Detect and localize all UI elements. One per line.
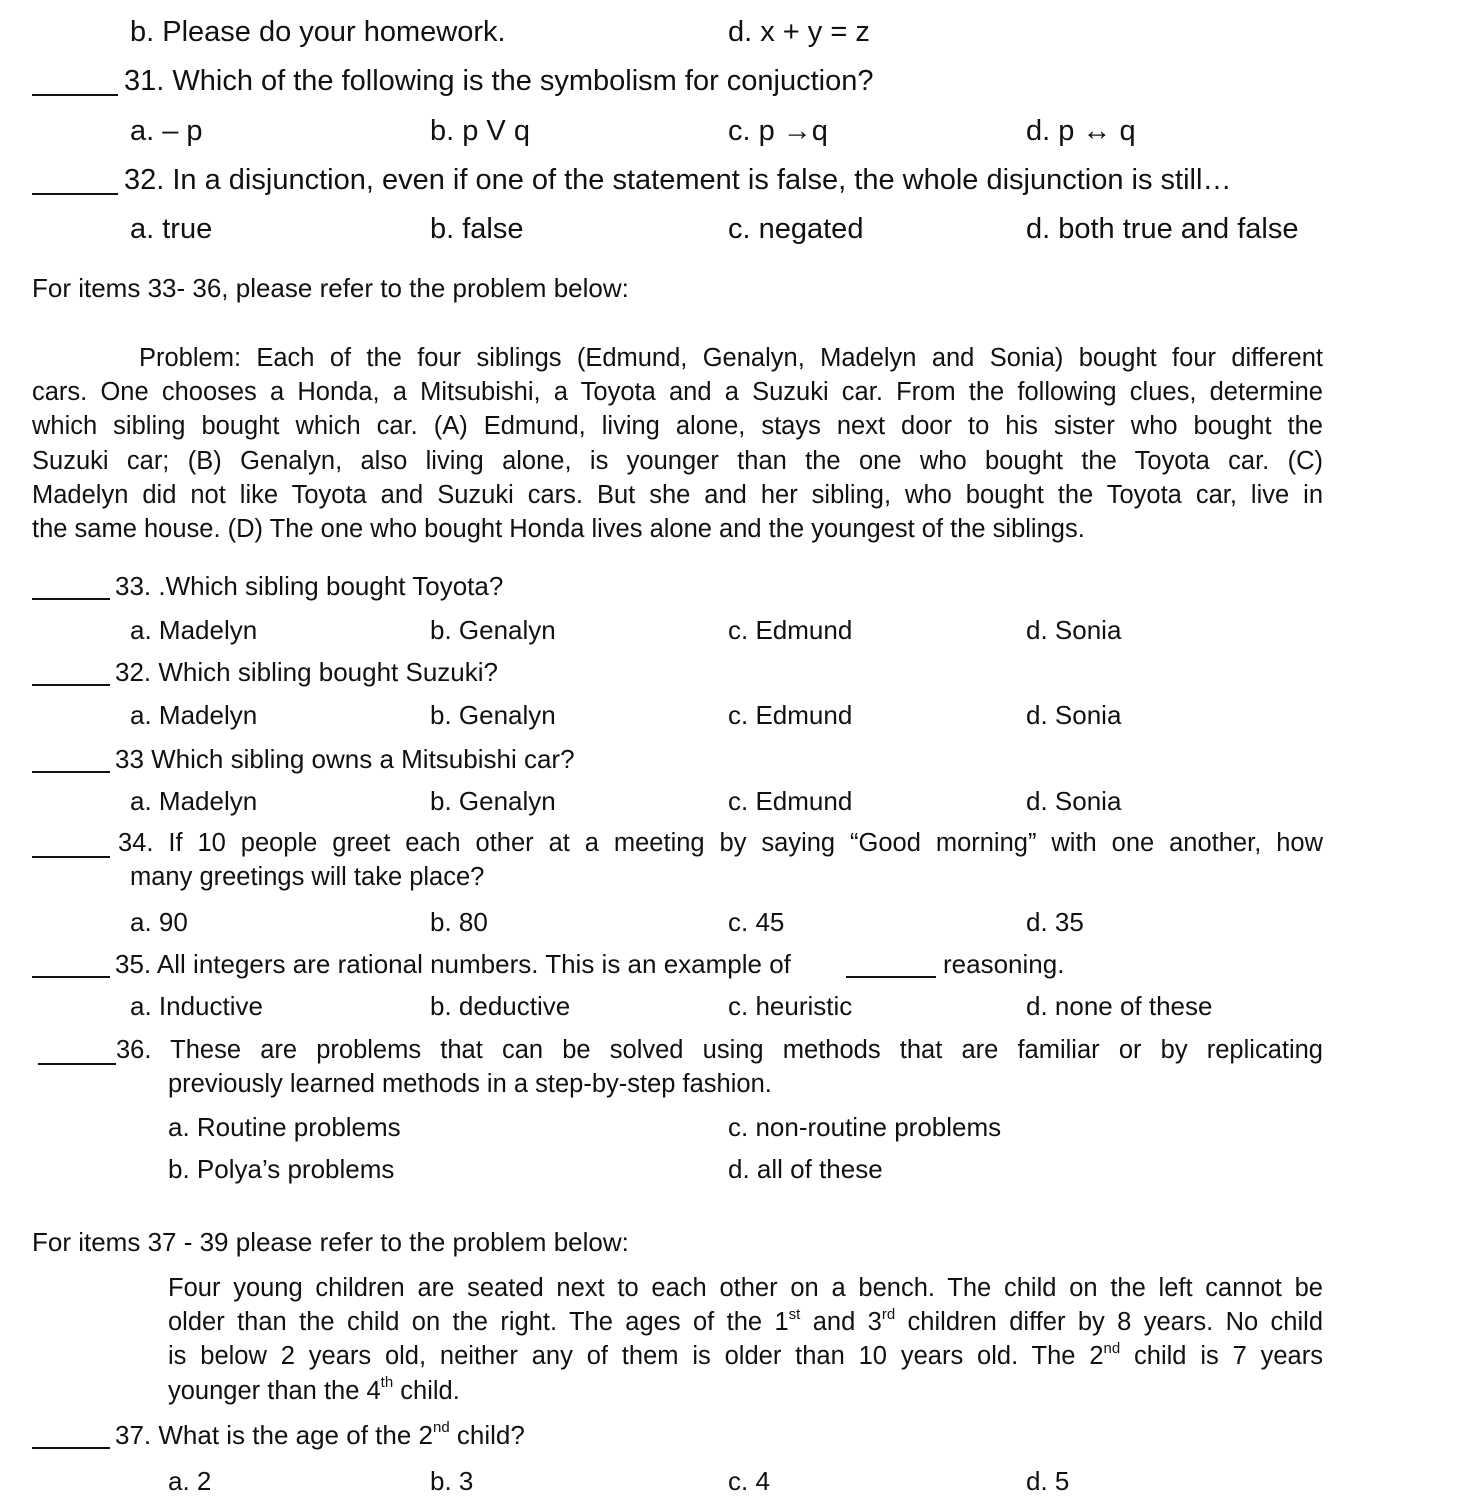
intro-items-33-36: For items 33- 36, please refer to the problem below: xyxy=(32,273,629,303)
q35-option-d: d. none of these xyxy=(1026,991,1213,1021)
question-33-toyota: 33. .Which sibling bought Toyota? xyxy=(115,571,504,601)
problem1-line: the same house. (D) The one who bought Honda lives alone and the youngest of the siblings. xyxy=(32,515,1085,544)
question-35: 35. All integers are rational numbers. This is an example of xyxy=(115,949,791,979)
q33b-option-a: a. Madelyn xyxy=(130,786,258,816)
problem-children-bench xyxy=(168,1271,1323,1408)
q32b-option-a: a. Madelyn xyxy=(130,700,258,730)
q31-option-a: a. – p xyxy=(130,115,203,147)
answer-blank-33a[interactable] xyxy=(32,598,110,600)
problem2-line: older than the child on the right. The ages of the 1st and 3rd children differ by 8 years. No child xyxy=(168,1305,1323,1337)
question-33-mitsubishi: 33 Which sibling owns a Mitsubishi car? xyxy=(115,744,575,774)
q34-line2: many greetings will take place? xyxy=(130,863,485,892)
problem1-line: Problem: Each of the four siblings (Edmund, Genalyn, Madelyn and Sonia) bought four different xyxy=(139,344,1323,372)
q36-option-a: a. Routine problems xyxy=(168,1112,401,1142)
intro-items-37-39: For items 37 - 39 please refer to the problem below: xyxy=(32,1227,629,1257)
answer-blank-34[interactable] xyxy=(32,856,110,858)
q34-option-a: a. 90 xyxy=(130,907,188,937)
q32a-option-a: a. true xyxy=(130,213,213,245)
question-32-suzuki: 32. Which sibling bought Suzuki? xyxy=(115,657,499,687)
q37-option-d: d. 5 xyxy=(1026,1466,1070,1496)
answer-blank-32a[interactable] xyxy=(32,193,118,195)
q32b-option-b: b. Genalyn xyxy=(430,700,556,730)
q33b-option-c: c. Edmund xyxy=(728,786,853,816)
q31-option-b: b. p V q xyxy=(430,115,530,147)
problem1-line: cars. One chooses a Honda, a Mitsubishi, a Toyota and a Suzuki car. From the following clues, determine xyxy=(32,378,1323,407)
problem1-line: Suzuki car; (B) Genalyn, also living alone, is younger than the one who bought the Toyota car. (C) xyxy=(32,446,1323,475)
q34-option-d: d. 35 xyxy=(1026,907,1084,937)
q33b-option-b: b. Genalyn xyxy=(430,786,556,816)
q35-option-a: a. Inductive xyxy=(130,991,263,1021)
q33a-option-b: b. Genalyn xyxy=(430,615,556,645)
q36-option-d: d. all of these xyxy=(728,1154,883,1184)
answer-blank-32b[interactable] xyxy=(32,684,110,686)
q32a-option-b: b. false xyxy=(430,213,524,245)
question-37: 37. What is the age of the 2nd child? xyxy=(115,1419,525,1450)
fill-in-blank-35[interactable] xyxy=(846,976,936,978)
q31-option-d: d. p ↔ q xyxy=(1026,115,1136,147)
q32b-option-c: c. Edmund xyxy=(728,700,853,730)
q32a-option-d: d. both true and false xyxy=(1026,213,1299,245)
question-34 xyxy=(118,826,1323,894)
problem-siblings-cars xyxy=(32,341,1323,546)
q36-option-c: c. non-routine problems xyxy=(728,1112,1002,1142)
answer-blank-33b[interactable] xyxy=(32,771,110,773)
q33a-option-a: a. Madelyn xyxy=(130,615,258,645)
q37-option-a: a. 2 xyxy=(168,1466,212,1496)
problem2-line: Four young children are seated next to each other on a bench. The child on the left cannot be xyxy=(168,1274,1323,1302)
prev-option-d: d. x + y = z xyxy=(728,16,870,48)
answer-blank-37[interactable] xyxy=(32,1447,110,1449)
q32b-option-d: d. Sonia xyxy=(1026,700,1122,730)
q36-option-b: b. Polya’s problems xyxy=(168,1154,395,1184)
q37-option-b: b. 3 xyxy=(430,1466,474,1496)
question-32-disjunction: 32. In a disjunction, even if one of the statement is false, the whole disjunction is still… xyxy=(124,164,1232,196)
q34-option-b: b. 80 xyxy=(430,907,488,937)
answer-blank-35[interactable] xyxy=(32,976,110,978)
q33a-option-c: c. Edmund xyxy=(728,615,853,645)
q35-option-b: b. deductive xyxy=(430,991,571,1021)
q37-option-c: c. 4 xyxy=(728,1466,770,1496)
question-31: 31. Which of the following is the symbolism for conjuction? xyxy=(124,65,874,97)
q34-option-c: c. 45 xyxy=(728,907,785,937)
q36-line1: 36. These are problems that can be solved using methods that are familiar or by replicating xyxy=(116,1036,1323,1064)
prev-option-b: b. Please do your homework. xyxy=(130,16,506,48)
question-36 xyxy=(116,1033,1323,1101)
question-35-end: reasoning. xyxy=(943,949,1065,979)
answer-blank-31[interactable] xyxy=(32,94,118,96)
q36-line2: previously learned methods in a step-by-step fashion. xyxy=(168,1070,772,1099)
q35-option-c: c. heuristic xyxy=(728,991,853,1021)
problem2-line: is below 2 years old, neither any of them is older than 10 years old. The 2nd child is 7 years xyxy=(168,1339,1323,1371)
q33a-option-d: d. Sonia xyxy=(1026,615,1122,645)
q33b-option-d: d. Sonia xyxy=(1026,786,1122,816)
problem1-line: which sibling bought which car. (A) Edmund, living alone, stays next door to his sister who bought the xyxy=(32,412,1323,441)
q32a-option-c: c. negated xyxy=(728,213,864,245)
q31-option-c: c. p →q xyxy=(728,115,828,147)
q34-line1: 34. If 10 people greet each other at a meeting by saying “Good morning” with one another, how xyxy=(118,829,1323,857)
problem2-line: younger than the 4th child. xyxy=(168,1374,460,1405)
answer-blank-36[interactable] xyxy=(38,1063,116,1065)
problem1-line: Madelyn did not like Toyota and Suzuki cars. But she and her sibling, who bought the Toyota car, live in xyxy=(32,480,1323,509)
